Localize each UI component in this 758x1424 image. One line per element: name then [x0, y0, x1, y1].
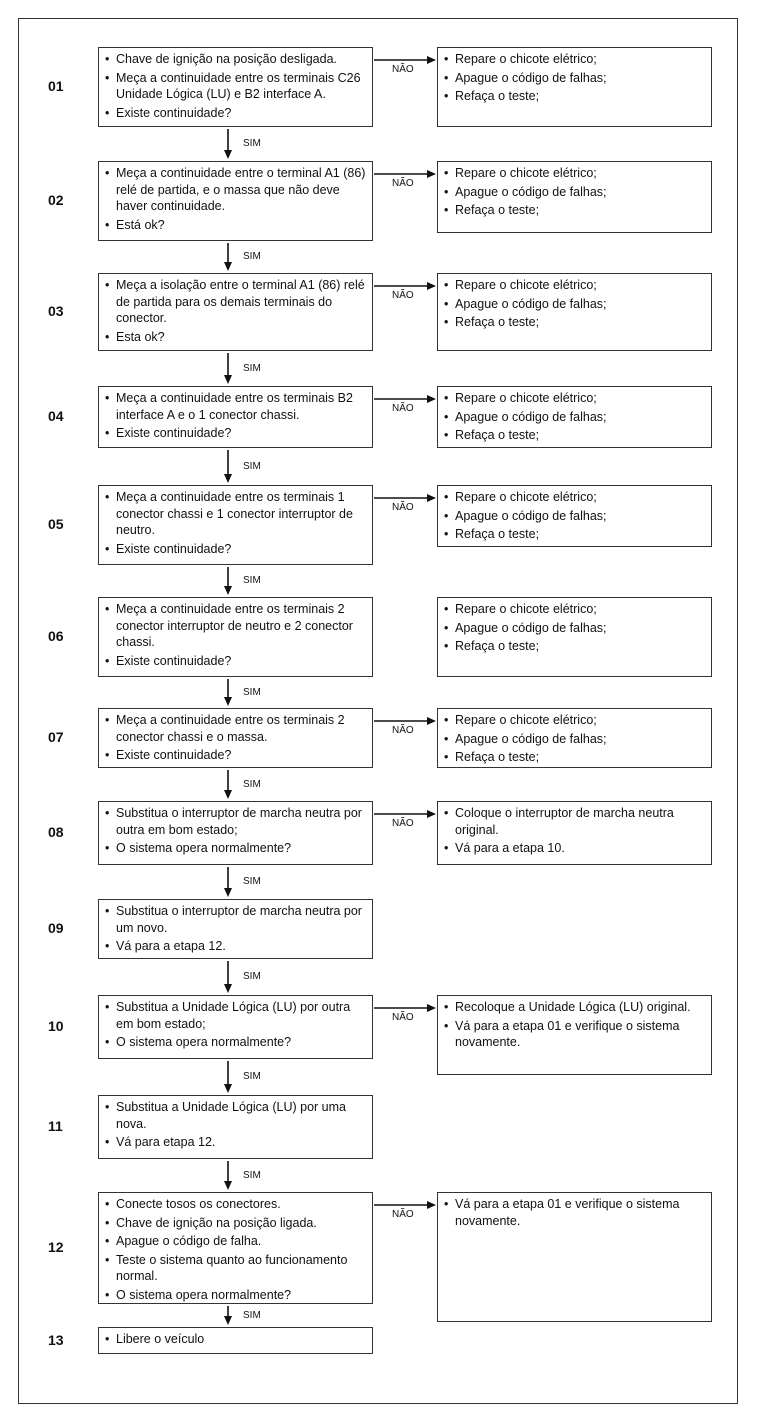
nao-arrowhead	[427, 170, 436, 178]
left-item: • Existe continuidade?	[105, 653, 366, 670]
left-item: • Meça a continuidade entre os terminais 2 conector chassi e o massa.	[105, 712, 366, 745]
step-number: 11	[48, 1118, 63, 1134]
sim-label: SIM	[243, 575, 261, 586]
right-item: • Apague o código de falhas;	[444, 731, 705, 748]
step-number: 08	[48, 824, 64, 840]
sim-label: SIM	[243, 251, 261, 262]
right-item-list	[444, 51, 705, 105]
sim-arrowhead	[224, 1316, 232, 1325]
nao-arrowhead	[427, 494, 436, 502]
sim-arrowhead	[224, 697, 232, 706]
sim-arrowhead	[224, 1084, 232, 1093]
left-item-list	[105, 277, 366, 345]
sim-label: SIM	[243, 971, 261, 982]
right-item: • Refaça o teste;	[444, 88, 705, 105]
right-item: • Apague o código de falhas;	[444, 70, 705, 87]
right-item: • Repare o chicote elétrico;	[444, 51, 705, 68]
right-item: • Refaça o teste;	[444, 202, 705, 219]
right-item: • Refaça o teste;	[444, 427, 705, 444]
right-item: • Apague o código de falhas;	[444, 620, 705, 637]
sim-arrowhead	[224, 474, 232, 483]
sim-label: SIM	[243, 460, 261, 472]
step-number: 02	[48, 192, 64, 208]
sim-label: SIM	[243, 362, 261, 374]
step-09-left-box	[98, 899, 373, 959]
left-item: • Meça a continuidade entre o terminal A1 (86) relé de partida, e o massa que não deve haver continuidade.	[105, 165, 366, 215]
step-03-left-box	[98, 273, 373, 351]
step-04-left-box	[98, 386, 373, 448]
nao-label: NÃO	[392, 1209, 414, 1220]
left-item: • Existe continuidade?	[105, 105, 366, 122]
right-item-list	[444, 712, 705, 766]
right-item: • Recoloque a Unidade Lógica (LU) original.	[444, 999, 705, 1016]
nao-label: NÃO	[392, 178, 414, 189]
step-number: 01	[48, 78, 64, 94]
left-item-list	[105, 489, 366, 557]
left-item-list	[105, 903, 366, 955]
sim-label: SIM	[243, 1169, 261, 1181]
sim-arrowhead	[224, 150, 232, 159]
right-item: • Vá para a etapa 10.	[444, 840, 705, 857]
sim-label: SIM	[243, 686, 261, 698]
nao-arrowhead	[427, 56, 436, 64]
right-item-list	[444, 805, 705, 857]
left-item: • Meça a isolação entre o terminal A1 (86) relé de partida para os demais terminais do conector.	[105, 277, 366, 327]
step-03-right-box	[437, 273, 712, 351]
step-10-right-box	[437, 995, 712, 1075]
sim-arrowhead	[224, 984, 232, 993]
right-item: • Repare o chicote elétrico;	[444, 601, 705, 618]
nao-label: NÃO	[392, 1012, 414, 1023]
left-item: • Substitua a Unidade Lógica (LU) por outra em bom estado;	[105, 999, 366, 1032]
nao-arrowhead	[427, 717, 436, 725]
left-item: • Meça a continuidade entre os terminais C26 Unidade Lógica (LU) e B2 interface A.	[105, 70, 366, 103]
right-item: • Apague o código de falhas;	[444, 409, 705, 426]
left-item: • Meça a continuidade entre os terminais 1 conector chassi e 1 conector interruptor de neutro.	[105, 489, 366, 539]
right-item: • Refaça o teste;	[444, 314, 705, 331]
right-item-list	[444, 999, 705, 1051]
right-item: • Repare o chicote elétrico;	[444, 277, 705, 294]
right-item: • Apague o código de falhas;	[444, 508, 705, 525]
left-item-list	[105, 805, 366, 857]
left-item-list	[105, 1099, 366, 1151]
nao-arrowhead	[427, 810, 436, 818]
right-item: • Repare o chicote elétrico;	[444, 165, 705, 182]
sim-arrowhead	[224, 586, 232, 595]
nao-label: NÃO	[392, 502, 414, 513]
left-item-list	[105, 1331, 366, 1348]
nao-label: NÃO	[392, 403, 414, 414]
step-number: 04	[48, 408, 64, 424]
sim-label: SIM	[243, 778, 261, 790]
step-08-left-box	[98, 801, 373, 865]
nao-arrowhead	[427, 395, 436, 403]
left-item: • Existe continuidade?	[105, 425, 366, 442]
right-item: • Vá para a etapa 01 e verifique o sistema novamente.	[444, 1018, 705, 1051]
sim-label: SIM	[243, 876, 261, 887]
left-item: • Está ok?	[105, 217, 366, 234]
right-item: • Coloque o interruptor de marcha neutra original.	[444, 805, 705, 838]
left-item: • Apague o código de falha.	[105, 1233, 366, 1250]
step-number: 06	[48, 628, 64, 644]
step-05-right-box	[437, 485, 712, 547]
step-12-right-box	[437, 1192, 712, 1322]
left-item: • Substitua a Unidade Lógica (LU) por uma nova.	[105, 1099, 366, 1132]
step-number: 05	[48, 516, 64, 532]
right-item-list	[444, 1196, 705, 1229]
step-11-left-box	[98, 1095, 373, 1159]
step-number: 13	[48, 1331, 64, 1348]
nao-arrowhead	[427, 1201, 436, 1209]
left-item-list	[105, 51, 366, 121]
right-item: • Repare o chicote elétrico;	[444, 390, 705, 407]
step-number: 07	[48, 729, 64, 745]
left-item: • Conecte tosos os conectores.	[105, 1196, 366, 1213]
left-item: • Teste o sistema quanto ao funcionamento normal.	[105, 1252, 366, 1285]
left-item: • Chave de ignição na posição ligada.	[105, 1215, 366, 1232]
left-item: • Esta ok?	[105, 329, 366, 346]
right-item-list	[444, 390, 705, 444]
step-07-left-box	[98, 708, 373, 768]
step-number: 12	[48, 1239, 64, 1255]
step-01-left-box	[98, 47, 373, 127]
left-item-list	[105, 390, 366, 442]
left-item: • Existe continuidade?	[105, 541, 366, 558]
left-item-list	[105, 999, 366, 1051]
nao-label: NÃO	[392, 290, 414, 301]
left-item: • Libere o veículo	[105, 1331, 366, 1348]
nao-label: NÃO	[392, 64, 414, 75]
right-item-list	[444, 277, 705, 331]
nao-label: NÃO	[392, 725, 414, 736]
sim-arrowhead	[224, 888, 232, 897]
step-number: 10	[48, 1018, 64, 1034]
step-07-right-box	[437, 708, 712, 768]
right-item: • Repare o chicote elétrico;	[444, 489, 705, 506]
step-12-left-box	[98, 1192, 373, 1304]
right-item-list	[444, 165, 705, 219]
left-item-list	[105, 712, 366, 764]
sim-arrowhead	[224, 1181, 232, 1190]
nao-arrowhead	[427, 1004, 436, 1012]
step-number: 03	[48, 303, 64, 319]
step-04-right-box	[437, 386, 712, 448]
step-02-right-box	[437, 161, 712, 233]
left-item-list	[105, 165, 366, 233]
step-number: 09	[48, 920, 64, 936]
right-item: • Vá para a etapa 01 e verifique o sistema novamente.	[444, 1196, 705, 1229]
right-item-list	[444, 601, 705, 655]
step-10-left-box	[98, 995, 373, 1059]
left-item: • Meça a continuidade entre os terminais B2 interface A e o 1 conector chassi.	[105, 390, 366, 423]
sim-arrowhead	[224, 790, 232, 799]
right-item: • Refaça o teste;	[444, 526, 705, 543]
left-item: • O sistema opera normalmente?	[105, 1287, 366, 1304]
left-item: • Chave de ignição na posição desligada.	[105, 51, 366, 68]
left-item: • O sistema opera normalmente?	[105, 1034, 366, 1051]
left-item: • Vá para a etapa 12.	[105, 938, 366, 955]
step-02-left-box	[98, 161, 373, 241]
step-01-right-box	[437, 47, 712, 127]
left-item: • O sistema opera normalmente?	[105, 840, 366, 857]
left-item: • Existe continuidade?	[105, 747, 366, 764]
left-item-list	[105, 601, 366, 669]
step-06-left-box	[98, 597, 373, 677]
nao-label: NÃO	[392, 818, 414, 829]
sim-label: SIM	[243, 1309, 261, 1321]
left-item: • Substitua o interruptor de marcha neutra por outra em bom estado;	[105, 805, 366, 838]
left-item: • Meça a continuidade entre os terminais 2 conector interruptor de neutro e 2 conector chassi.	[105, 601, 366, 651]
left-item-list	[105, 1196, 366, 1303]
sim-arrowhead	[224, 375, 232, 384]
right-item: • Refaça o teste;	[444, 638, 705, 655]
right-item: • Refaça o teste;	[444, 749, 705, 766]
step-05-left-box	[98, 485, 373, 565]
right-item: • Apague o código de falhas;	[444, 296, 705, 313]
sim-arrowhead	[224, 262, 232, 271]
left-item: • Substitua o interruptor de marcha neutra por um novo.	[105, 903, 366, 936]
right-item-list	[444, 489, 705, 543]
right-item: • Repare o chicote elétrico;	[444, 712, 705, 729]
sim-label: SIM	[243, 138, 261, 149]
left-item: • Vá para etapa 12.	[105, 1134, 366, 1151]
step-08-right-box	[437, 801, 712, 865]
step-06-right-box	[437, 597, 712, 677]
step-13-left-box	[98, 1327, 373, 1354]
sim-label: SIM	[243, 1071, 261, 1082]
nao-arrowhead	[427, 282, 436, 290]
right-item: • Apague o código de falhas;	[444, 184, 705, 201]
